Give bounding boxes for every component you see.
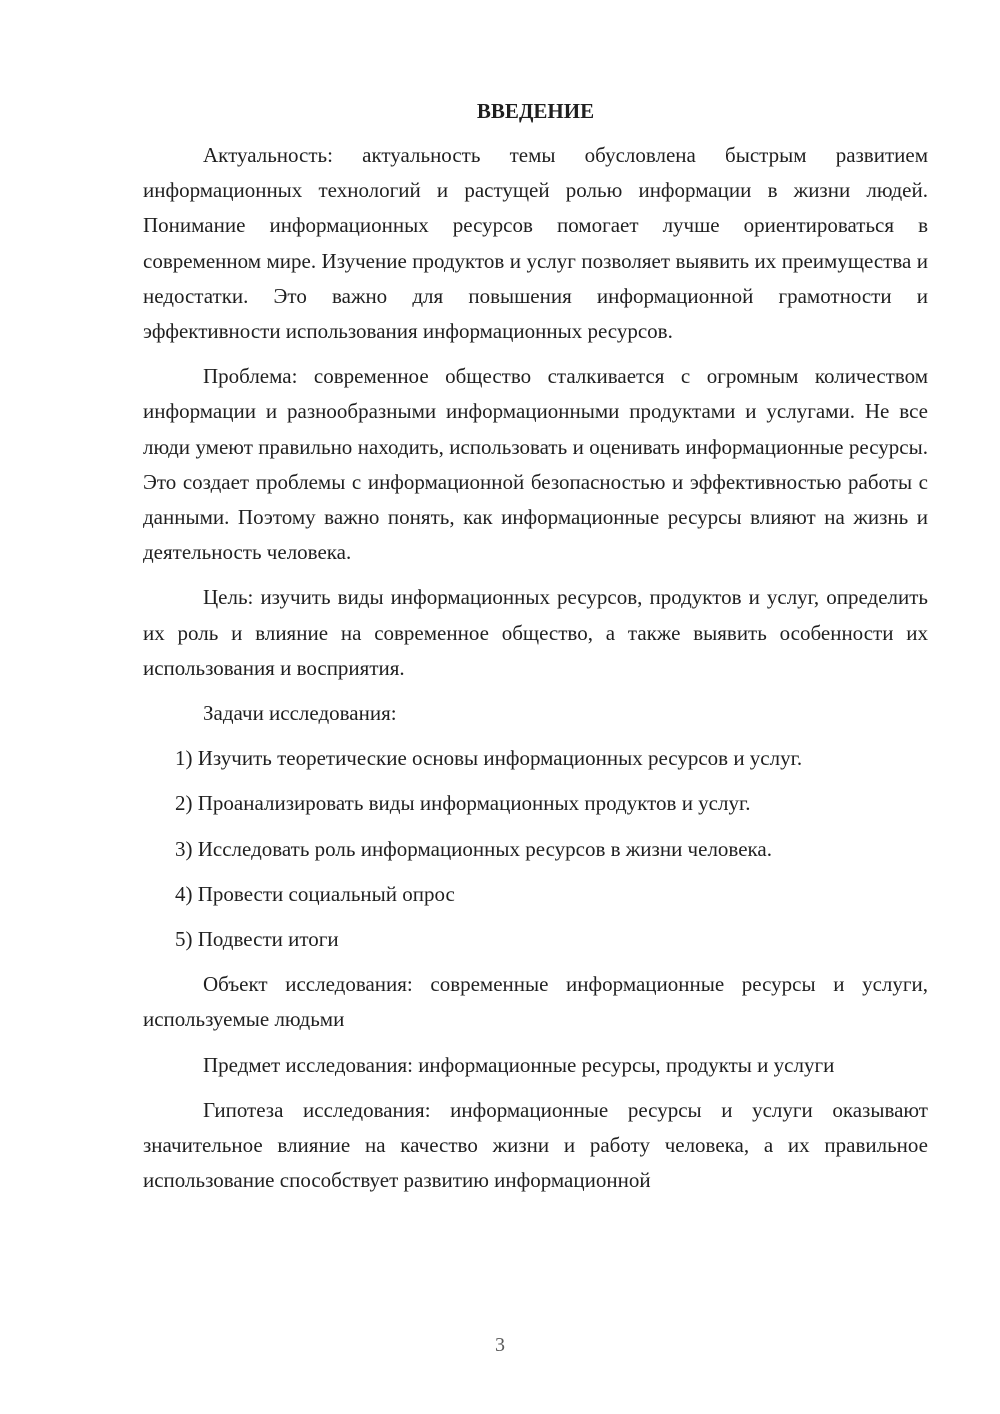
paragraph-subject: Предмет исследования: информационные ресурсы, продукты и услуги (203, 1052, 835, 1077)
task-item: 5) Подвести итоги (175, 927, 339, 952)
paragraph-relevance: Актуальность: актуальность темы обусловлена быстрым развитием информационных технологий и растущей ролью информации в жизни людей. Понимание информационных ресурсов помогает лучше ориентироваться в современном мире. Изучение продуктов и услуг позволяет выявить их преимущества и недостатки. Это важно для повышения информационной грамотности и эффективности использования информационных ресурсов. (143, 143, 928, 344)
page-number: 3 (495, 1334, 505, 1356)
page-content (143, 96, 928, 1208)
task-item: 1) Изучить теоретические основы информационных ресурсов и услуг. (175, 746, 803, 771)
task-item: 2) Проанализировать виды информационных продуктов и услуг. (175, 791, 751, 816)
section-title: ВВЕДЕНИЕ (476, 99, 595, 123)
task-item: 3) Исследовать роль информационных ресурсов в жизни человека. (175, 836, 772, 861)
task-item: 4) Провести социальный опрос (175, 881, 455, 906)
paragraph-object: Объект исследования: современные информационные ресурсы и услуги, используемые людьми (143, 972, 928, 1032)
paragraph-hypothesis: Гипотеза исследования: информационные ресурсы и услуги оказывают значительное влияние на качество жизни и работу человека, а их правильное использование способствует развитию информационной (143, 1097, 928, 1193)
paragraph-tasks-heading: Задачи исследования: (203, 701, 397, 726)
paragraph-problem: Проблема: современное общество сталкивается с огромным количеством информации и разнообразными информационными продуктами и услугами. Не все люди умеют правильно находить, использовать и оценивать информационные ресурсы. Это создает проблемы с информационной безопасностью и эффективностью работы с данными. Поэтому важно понять, как информационные ресурсы влияют на жизнь и деятельность человека. (143, 364, 928, 565)
task-list (143, 741, 928, 957)
paragraph-goal: Цель: изучить виды информационных ресурсов, продуктов и услуг, определить их роль и влияние на современное общество, а также выявить особенности их использования и восприятия. (143, 585, 928, 680)
